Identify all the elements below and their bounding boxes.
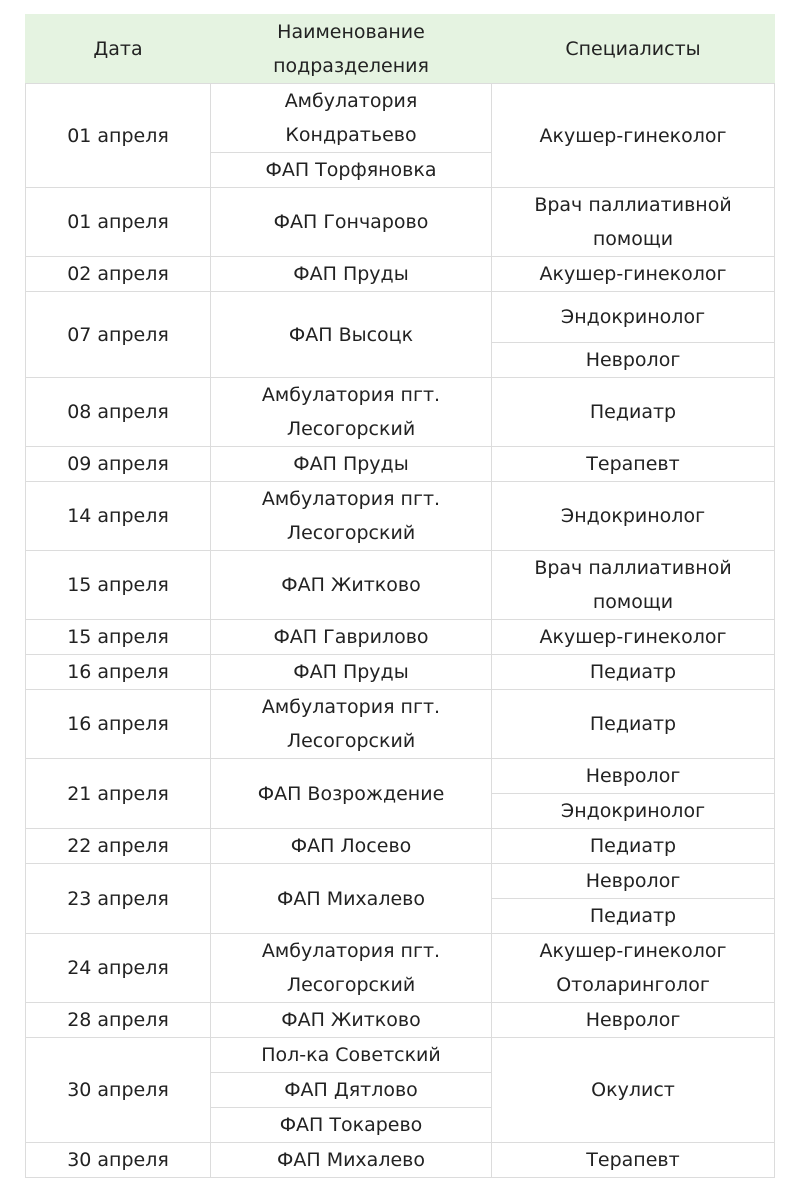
specialist-cell: Невролог <box>492 343 775 378</box>
date-cell: 15 апреля <box>26 620 211 655</box>
table-row <box>26 1003 775 1038</box>
specialist-cell: Акушер-гинеколог <box>492 84 775 188</box>
specialist-cell: Терапевт <box>492 447 775 482</box>
table-row <box>26 257 775 292</box>
table-row <box>26 1038 775 1073</box>
table-row <box>26 934 775 1003</box>
date-cell: 23 апреля <box>26 864 211 934</box>
table-row <box>26 864 775 899</box>
unit-cell: ФАП Токарево <box>211 1108 492 1143</box>
specialist-cell: Эндокринолог <box>492 292 775 343</box>
table-row <box>26 759 775 794</box>
unit-cell: ФАП Житково <box>211 551 492 620</box>
date-cell: 15 апреля <box>26 551 211 620</box>
schedule-container <box>25 14 775 1178</box>
unit-cell: ФАП Высоцк <box>211 292 492 378</box>
unit-cell: Амбулатория пгт. Лесогорский <box>211 690 492 759</box>
unit-cell: ФАП Гончарово <box>211 188 492 257</box>
schedule-table <box>25 14 775 1178</box>
specialist-cell: Врач паллиативной помощи <box>492 551 775 620</box>
unit-cell: ФАП Пруды <box>211 447 492 482</box>
table-row <box>26 655 775 690</box>
unit-cell: Амбулатория пгт. Лесогорский <box>211 934 492 1003</box>
specialist-cell: Педиатр <box>492 899 775 934</box>
date-cell: 24 апреля <box>26 934 211 1003</box>
table-row <box>26 551 775 620</box>
table-row <box>26 292 775 343</box>
date-cell: 28 апреля <box>26 1003 211 1038</box>
date-cell: 16 апреля <box>26 655 211 690</box>
unit-cell: ФАП Лосево <box>211 829 492 864</box>
specialist-cell: Акушер-гинеколог <box>492 620 775 655</box>
date-cell: 21 апреля <box>26 759 211 829</box>
unit-cell: ФАП Гаврилово <box>211 620 492 655</box>
date-cell: 09 апреля <box>26 447 211 482</box>
table-row <box>26 482 775 551</box>
date-cell: 22 апреля <box>26 829 211 864</box>
unit-cell: ФАП Возрождение <box>211 759 492 829</box>
date-cell: 02 апреля <box>26 257 211 292</box>
specialist-cell: Педиатр <box>492 655 775 690</box>
unit-cell: Амбулатория Кондратьево <box>211 84 492 153</box>
date-cell: 30 апреля <box>26 1143 211 1178</box>
date-cell: 07 апреля <box>26 292 211 378</box>
table-row <box>26 829 775 864</box>
specialist-cell: Врач паллиативной помощи <box>492 188 775 257</box>
header-row <box>26 15 775 84</box>
header-date: Дата <box>26 15 211 84</box>
table-row <box>26 620 775 655</box>
table-row <box>26 188 775 257</box>
unit-cell: ФАП Житково <box>211 1003 492 1038</box>
table-row <box>26 378 775 447</box>
specialist-cell: Окулист <box>492 1038 775 1143</box>
unit-cell: Амбулатория пгт. Лесогорский <box>211 378 492 447</box>
specialist-cell: Невролог <box>492 759 775 794</box>
date-cell: 01 апреля <box>26 84 211 188</box>
specialist-cell: Акушер-гинеколог <box>492 257 775 292</box>
specialist-cell: Акушер-гинеколог Отоларинголог <box>492 934 775 1003</box>
table-row <box>26 447 775 482</box>
unit-cell: ФАП Пруды <box>211 257 492 292</box>
specialist-cell: Педиатр <box>492 690 775 759</box>
unit-cell: Пол-ка Советский <box>211 1038 492 1073</box>
specialist-cell: Невролог <box>492 864 775 899</box>
date-cell: 08 апреля <box>26 378 211 447</box>
unit-cell: Амбулатория пгт. Лесогорский <box>211 482 492 551</box>
unit-cell: ФАП Дятлово <box>211 1073 492 1108</box>
unit-cell: ФАП Пруды <box>211 655 492 690</box>
date-cell: 01 апреля <box>26 188 211 257</box>
specialist-cell: Терапевт <box>492 1143 775 1178</box>
header-specialists: Специалисты <box>492 15 775 84</box>
specialist-cell: Педиатр <box>492 829 775 864</box>
unit-cell: ФАП Торфяновка <box>211 153 492 188</box>
date-cell: 16 апреля <box>26 690 211 759</box>
table-row <box>26 1143 775 1178</box>
table-row <box>26 690 775 759</box>
specialist-cell: Невролог <box>492 1003 775 1038</box>
specialist-cell: Эндокринолог <box>492 482 775 551</box>
unit-cell: ФАП Михалево <box>211 1143 492 1178</box>
unit-cell: ФАП Михалево <box>211 864 492 934</box>
header-unit: Наименование подразделения <box>211 15 492 84</box>
date-cell: 30 апреля <box>26 1038 211 1143</box>
specialist-cell: Педиатр <box>492 378 775 447</box>
table-row <box>26 84 775 153</box>
specialist-cell: Эндокринолог <box>492 794 775 829</box>
date-cell: 14 апреля <box>26 482 211 551</box>
